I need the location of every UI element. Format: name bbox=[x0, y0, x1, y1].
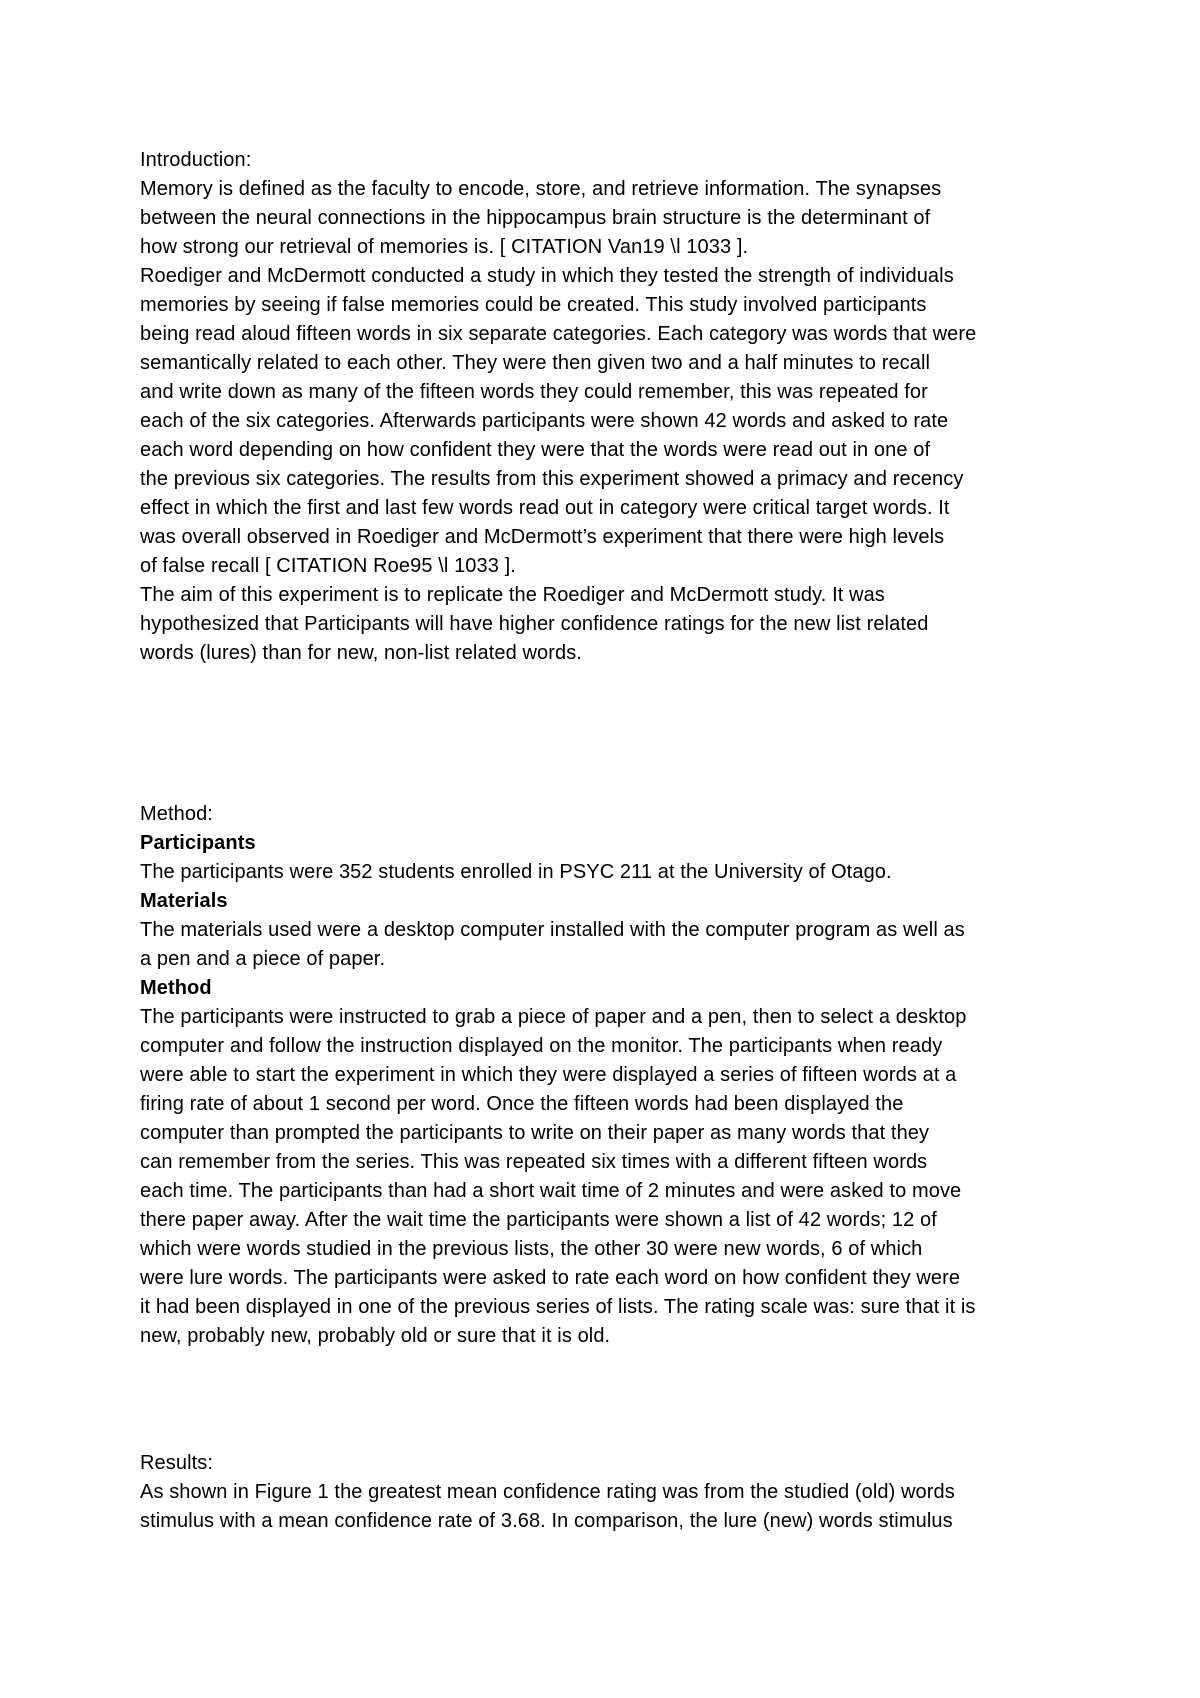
text-line: each of the six categories. Afterwards participants were shown 42 words and asked to rate bbox=[140, 410, 949, 432]
results-heading: Results: bbox=[140, 1452, 214, 1474]
section-introduction bbox=[140, 146, 1145, 668]
text-line: computer than prompted the participants to write on their paper as many words that they bbox=[140, 1122, 930, 1144]
text-line: which were words studied in the previous lists, the other 30 were new words, 6 of which bbox=[140, 1238, 923, 1260]
text-line: being read aloud fifteen words in six separate categories. Each category was words that were bbox=[140, 323, 977, 345]
text-line: each word depending on how confident they were that the words were read out in one of bbox=[140, 439, 931, 461]
text-line: each time. The participants than had a short wait time of 2 minutes and were asked to move bbox=[140, 1180, 962, 1202]
text-line: semantically related to each other. They were then given two and a half minutes to recall bbox=[140, 352, 931, 374]
text-line: was overall observed in Roediger and McDermott’s experiment that there were high levels bbox=[140, 526, 945, 548]
text-line: effect in which the first and last few words read out in category were critical target words. It bbox=[140, 497, 950, 519]
procedure-subheading: Method bbox=[140, 977, 212, 999]
text-line: new, probably new, probably old or sure that it is old. bbox=[140, 1325, 611, 1347]
text-line: words (lures) than for new, non-list related words. bbox=[140, 642, 582, 664]
section-method bbox=[140, 800, 1145, 1351]
text-line: and write down as many of the fifteen words they could remember, this was repeated for bbox=[140, 381, 928, 403]
text-line: As shown in Figure 1 the greatest mean confidence rating was from the studied (old) words bbox=[140, 1481, 955, 1503]
text-line: The aim of this experiment is to replicate the Roediger and McDermott study. It was bbox=[140, 584, 885, 606]
text-line: it had been displayed in one of the previous series of lists. The rating scale was: sure that it is bbox=[140, 1296, 976, 1318]
text-line: a pen and a piece of paper. bbox=[140, 948, 386, 970]
materials-subheading: Materials bbox=[140, 890, 228, 912]
introduction-heading: Introduction: bbox=[140, 149, 252, 171]
text-line: firing rate of about 1 second per word. Once the fifteen words had been displayed the bbox=[140, 1093, 904, 1115]
text-line: memories by seeing if false memories could be created. This study involved participants bbox=[140, 294, 927, 316]
text-line: there paper away. After the wait time the participants were shown a list of 42 words; 12 of bbox=[140, 1209, 937, 1231]
text-line: Memory is defined as the faculty to encode, store, and retrieve information. The synapses bbox=[140, 178, 942, 200]
section-results bbox=[140, 1449, 1145, 1536]
text-line: hypothesized that Participants will have higher confidence ratings for the new list related bbox=[140, 613, 929, 635]
text-line: can remember from the series. This was repeated six times with a different fifteen words bbox=[140, 1151, 928, 1173]
text-line: were able to start the experiment in which they were displayed a series of fifteen words at a bbox=[140, 1064, 957, 1086]
text-line: The participants were instructed to grab a piece of paper and a pen, then to select a desktop bbox=[140, 1006, 967, 1028]
text-line: of false recall [ CITATION Roe95 \l 1033 ]. bbox=[140, 555, 516, 577]
method-heading: Method: bbox=[140, 803, 213, 825]
text-line: The participants were 352 students enrolled in PSYC 211 at the University of Otago. bbox=[140, 861, 892, 883]
blank-space bbox=[140, 668, 1145, 800]
text-line: stimulus with a mean confidence rate of 3.68. In comparison, the lure (new) words stimulus bbox=[140, 1510, 953, 1532]
text-line: computer and follow the instruction displayed on the monitor. The participants when ready bbox=[140, 1035, 943, 1057]
text-line: Roediger and McDermott conducted a study in which they tested the strength of individuals bbox=[140, 265, 954, 287]
text-line: between the neural connections in the hippocampus brain structure is the determinant of bbox=[140, 207, 931, 229]
blank-space bbox=[140, 1351, 1145, 1449]
text-line: how strong our retrieval of memories is. [ CITATION Van19 \l 1033 ]. bbox=[140, 236, 749, 258]
text-line: the previous six categories. The results from this experiment showed a primacy and recency bbox=[140, 468, 964, 490]
text-line: were lure words. The participants were asked to rate each word on how confident they were bbox=[140, 1267, 961, 1289]
participants-subheading: Participants bbox=[140, 832, 256, 854]
text-line: The materials used were a desktop computer installed with the computer program as well as bbox=[140, 919, 965, 941]
